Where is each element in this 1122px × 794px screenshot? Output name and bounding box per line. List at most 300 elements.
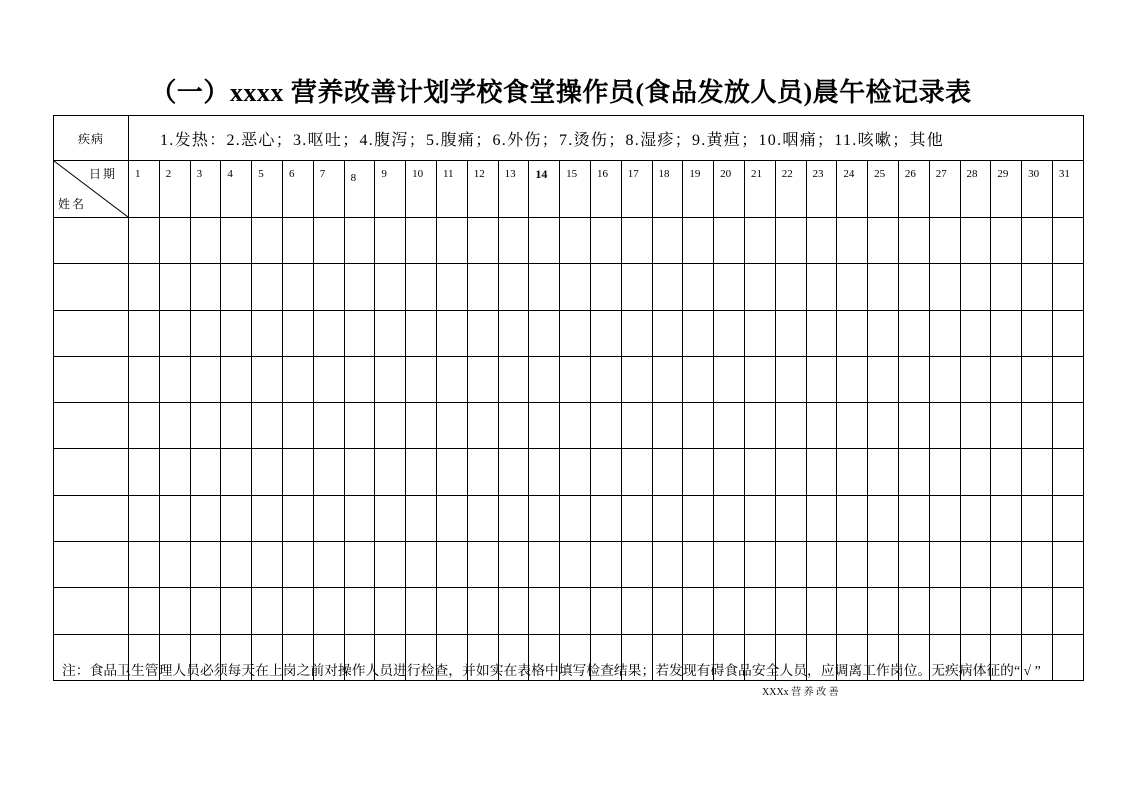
check-cell (282, 588, 313, 634)
check-cell (960, 310, 991, 356)
check-cell (129, 588, 160, 634)
check-cell (929, 264, 960, 310)
check-cell (159, 403, 190, 449)
check-cell (436, 403, 467, 449)
check-cell (344, 264, 375, 310)
check-cell (406, 310, 437, 356)
check-cell (190, 310, 221, 356)
check-cell (252, 403, 283, 449)
check-cell (929, 495, 960, 541)
check-cell (467, 449, 498, 495)
day-header-24: 24 (837, 161, 868, 218)
check-cell (960, 218, 991, 264)
check-cell (436, 356, 467, 402)
check-cell (775, 310, 806, 356)
check-cell (344, 403, 375, 449)
check-cell (991, 403, 1022, 449)
check-cell (929, 588, 960, 634)
check-cell (806, 356, 837, 402)
check-cell (221, 310, 252, 356)
check-cell (683, 542, 714, 588)
check-cell (991, 264, 1022, 310)
corner-header-cell (54, 161, 129, 218)
check-cell (190, 403, 221, 449)
check-cell (929, 542, 960, 588)
name-cell (54, 218, 129, 264)
table-row (54, 264, 1084, 310)
check-cell (837, 495, 868, 541)
check-cell (159, 495, 190, 541)
check-cell (498, 356, 529, 402)
check-cell (252, 449, 283, 495)
check-cell (898, 403, 929, 449)
check-cell (190, 588, 221, 634)
check-cell (775, 542, 806, 588)
check-cell (1022, 588, 1053, 634)
check-cell (929, 356, 960, 402)
check-cell (375, 218, 406, 264)
check-cell (129, 356, 160, 402)
check-cell (868, 310, 899, 356)
day-header-29: 29 (991, 161, 1022, 218)
name-cell (54, 356, 129, 402)
check-cell (252, 264, 283, 310)
table-row (54, 310, 1084, 356)
check-cell (344, 356, 375, 402)
check-cell (1022, 495, 1053, 541)
day-header-5: 5 (252, 161, 283, 218)
check-cell (498, 495, 529, 541)
check-cell (529, 356, 560, 402)
document-title: （一）xxxx 营养改善计划学校食堂操作员(食品发放人员)晨午检记录表 (150, 78, 972, 107)
check-cell (467, 542, 498, 588)
check-cell (714, 588, 745, 634)
check-cell (1022, 356, 1053, 402)
check-cell (929, 310, 960, 356)
check-cell (991, 356, 1022, 402)
check-cell (560, 218, 591, 264)
check-cell (837, 588, 868, 634)
check-cell (129, 310, 160, 356)
check-cell (898, 449, 929, 495)
check-cell (991, 588, 1022, 634)
check-cell (652, 403, 683, 449)
disease-list-cell: 1.发热：2.恶心；3.呕吐；4.腹泻；5.腹痛；6.外伤；7.烫伤；8.湿疹；9.黄疸；10.咽痛；11.咳嗽；其他 (129, 116, 1084, 161)
table-row (54, 588, 1084, 634)
day-header-30: 30 (1022, 161, 1053, 218)
check-cell (129, 495, 160, 541)
check-cell (159, 542, 190, 588)
check-cell (252, 495, 283, 541)
check-cell (560, 588, 591, 634)
check-cell (837, 264, 868, 310)
day-header-31: 31 (1052, 161, 1083, 218)
check-cell (960, 264, 991, 310)
check-cell (529, 449, 560, 495)
day-header-4: 4 (221, 161, 252, 218)
check-cell (714, 264, 745, 310)
check-cell (221, 264, 252, 310)
check-cell (1052, 356, 1083, 402)
check-cell (744, 495, 775, 541)
check-cell (221, 218, 252, 264)
check-cell (898, 542, 929, 588)
name-cell (54, 542, 129, 588)
check-cell (159, 356, 190, 402)
name-cell (54, 310, 129, 356)
day-header-16: 16 (590, 161, 621, 218)
check-cell (868, 356, 899, 402)
check-cell (436, 449, 467, 495)
check-cell (129, 542, 160, 588)
check-cell (744, 310, 775, 356)
check-cell (806, 310, 837, 356)
footer-text: XXXx 营 养 改 善 (762, 687, 839, 698)
check-cell (683, 495, 714, 541)
day-header-20: 20 (714, 161, 745, 218)
day-header-7: 7 (313, 161, 344, 218)
check-cell (806, 588, 837, 634)
check-cell (1022, 264, 1053, 310)
check-cell (960, 588, 991, 634)
check-cell (467, 218, 498, 264)
check-cell (960, 403, 991, 449)
check-cell (436, 495, 467, 541)
check-cell (467, 310, 498, 356)
check-cell (498, 310, 529, 356)
check-cell (744, 449, 775, 495)
check-cell (467, 264, 498, 310)
check-cell (960, 356, 991, 402)
check-cell (714, 356, 745, 402)
check-cell (714, 218, 745, 264)
check-cell (129, 218, 160, 264)
check-cell (375, 356, 406, 402)
check-cell (529, 542, 560, 588)
check-cell (868, 449, 899, 495)
day-header-23: 23 (806, 161, 837, 218)
day-header-12: 12 (467, 161, 498, 218)
check-cell (190, 449, 221, 495)
check-cell (590, 310, 621, 356)
check-cell (159, 449, 190, 495)
check-cell (190, 495, 221, 541)
check-cell (621, 264, 652, 310)
check-cell (621, 449, 652, 495)
check-cell (991, 310, 1022, 356)
check-cell (313, 588, 344, 634)
day-header-28: 28 (960, 161, 991, 218)
check-cell (714, 542, 745, 588)
check-cell (560, 264, 591, 310)
check-cell (313, 264, 344, 310)
check-cell (1022, 403, 1053, 449)
check-cell (252, 218, 283, 264)
check-cell (868, 218, 899, 264)
table-row (54, 356, 1084, 402)
check-cell (221, 403, 252, 449)
check-cell (190, 218, 221, 264)
table-row (54, 403, 1084, 449)
check-cell (560, 356, 591, 402)
check-cell (406, 542, 437, 588)
check-cell (806, 449, 837, 495)
check-cell (806, 495, 837, 541)
check-cell (1022, 542, 1053, 588)
check-cell (590, 403, 621, 449)
footnote: 注：食品卫生管理人员必须每天在上岗之前对操作人员进行检查，并如实在表格中填写检查结果；若发现有碍食品安全人员，应调离工作岗位。无疾病体征的“ √ ” (62, 663, 1041, 678)
check-cell (775, 403, 806, 449)
check-cell (282, 495, 313, 541)
check-cell (467, 403, 498, 449)
check-cell (868, 403, 899, 449)
check-cell (837, 542, 868, 588)
date-header-row (54, 161, 1084, 218)
check-cell (529, 588, 560, 634)
name-cell (54, 495, 129, 541)
check-cell (590, 542, 621, 588)
check-cell (744, 356, 775, 402)
inspection-record-table (53, 115, 1084, 681)
name-cell (54, 264, 129, 310)
check-cell (775, 449, 806, 495)
check-cell (621, 495, 652, 541)
check-cell (190, 264, 221, 310)
check-cell (714, 403, 745, 449)
day-header-15: 15 (560, 161, 591, 218)
check-cell (683, 264, 714, 310)
check-cell (344, 588, 375, 634)
check-cell (1052, 403, 1083, 449)
check-cell (529, 495, 560, 541)
check-cell (621, 310, 652, 356)
check-cell (590, 356, 621, 402)
check-cell (898, 495, 929, 541)
table-row (54, 449, 1084, 495)
check-cell (621, 542, 652, 588)
check-cell (467, 588, 498, 634)
check-cell (837, 356, 868, 402)
check-cell (590, 588, 621, 634)
day-header-1: 1 (129, 161, 160, 218)
check-cell (806, 218, 837, 264)
check-cell (683, 449, 714, 495)
check-cell (775, 218, 806, 264)
check-cell (1052, 310, 1083, 356)
check-cell (1022, 218, 1053, 264)
check-cell (436, 542, 467, 588)
check-cell (406, 264, 437, 310)
check-cell (375, 449, 406, 495)
check-cell (837, 310, 868, 356)
check-cell (744, 588, 775, 634)
check-cell (344, 542, 375, 588)
disease-legend-row (54, 116, 1084, 161)
check-cell (868, 588, 899, 634)
table-row (54, 495, 1084, 541)
check-cell (1052, 495, 1083, 541)
check-cell (714, 495, 745, 541)
check-cell (590, 449, 621, 495)
check-cell (252, 310, 283, 356)
check-cell (991, 218, 1022, 264)
check-cell (406, 218, 437, 264)
check-cell (621, 403, 652, 449)
check-cell (313, 310, 344, 356)
check-cell (652, 356, 683, 402)
check-cell (590, 495, 621, 541)
check-cell (560, 403, 591, 449)
check-cell (652, 542, 683, 588)
check-cell (498, 264, 529, 310)
check-cell (375, 588, 406, 634)
check-cell (190, 356, 221, 402)
check-cell (806, 264, 837, 310)
check-cell (960, 495, 991, 541)
check-cell (436, 588, 467, 634)
check-cell (621, 588, 652, 634)
check-cell (714, 310, 745, 356)
check-cell (282, 218, 313, 264)
day-header-10: 10 (406, 161, 437, 218)
check-cell (375, 264, 406, 310)
date-label: 日期 (88, 167, 117, 181)
check-cell (129, 264, 160, 310)
day-header-18: 18 (652, 161, 683, 218)
check-cell (375, 403, 406, 449)
check-cell (1052, 218, 1083, 264)
check-cell (498, 403, 529, 449)
check-cell (683, 403, 714, 449)
day-header-2: 2 (159, 161, 190, 218)
table-row (54, 542, 1084, 588)
check-cell (313, 218, 344, 264)
check-cell (991, 449, 1022, 495)
check-cell (129, 449, 160, 495)
check-cell (282, 449, 313, 495)
check-cell (1052, 264, 1083, 310)
disease-label-cell: 疾病 (54, 116, 129, 161)
check-cell (652, 310, 683, 356)
check-cell (652, 449, 683, 495)
day-header-27: 27 (929, 161, 960, 218)
check-cell (313, 449, 344, 495)
day-header-22: 22 (775, 161, 806, 218)
check-cell (498, 449, 529, 495)
check-cell (683, 218, 714, 264)
check-cell (714, 449, 745, 495)
check-cell (529, 264, 560, 310)
check-cell (960, 542, 991, 588)
check-cell (744, 264, 775, 310)
check-cell (159, 264, 190, 310)
check-cell (344, 495, 375, 541)
check-cell (898, 264, 929, 310)
check-cell (590, 218, 621, 264)
check-cell (560, 495, 591, 541)
check-cell (282, 356, 313, 402)
check-cell (498, 218, 529, 264)
check-cell (313, 403, 344, 449)
check-cell (744, 542, 775, 588)
check-cell (252, 588, 283, 634)
check-cell (1022, 449, 1053, 495)
check-cell (406, 588, 437, 634)
check-cell (898, 356, 929, 402)
table-row (54, 218, 1084, 264)
check-cell (1022, 310, 1053, 356)
name-cell (54, 588, 129, 634)
check-cell (775, 588, 806, 634)
day-header-25: 25 (868, 161, 899, 218)
check-cell (282, 264, 313, 310)
check-cell (498, 588, 529, 634)
check-cell (898, 588, 929, 634)
check-cell (560, 542, 591, 588)
check-cell (868, 264, 899, 310)
check-cell (406, 495, 437, 541)
check-cell (529, 218, 560, 264)
check-cell (344, 218, 375, 264)
check-cell (960, 449, 991, 495)
check-cell (868, 542, 899, 588)
check-cell (282, 310, 313, 356)
check-cell (221, 356, 252, 402)
check-cell (467, 356, 498, 402)
check-cell (406, 356, 437, 402)
day-header-26: 26 (898, 161, 929, 218)
check-cell (744, 218, 775, 264)
check-cell (590, 264, 621, 310)
check-cell (313, 542, 344, 588)
check-cell (252, 356, 283, 402)
day-header-21: 21 (744, 161, 775, 218)
check-cell (221, 588, 252, 634)
check-cell (929, 403, 960, 449)
day-header-8: 8 (344, 161, 375, 218)
check-cell (744, 403, 775, 449)
check-cell (1052, 588, 1083, 634)
check-cell (159, 310, 190, 356)
check-cell (621, 356, 652, 402)
day-header-3: 3 (190, 161, 221, 218)
check-cell (1052, 542, 1083, 588)
name-cell (54, 403, 129, 449)
check-cell (529, 403, 560, 449)
day-header-17: 17 (621, 161, 652, 218)
check-cell (929, 449, 960, 495)
check-cell (652, 264, 683, 310)
check-cell (344, 310, 375, 356)
check-cell (313, 356, 344, 402)
check-cell (159, 588, 190, 634)
check-cell (221, 449, 252, 495)
day-header-13: 13 (498, 161, 529, 218)
check-cell (683, 356, 714, 402)
check-cell (375, 495, 406, 541)
check-cell (436, 218, 467, 264)
check-cell (436, 310, 467, 356)
check-cell (837, 218, 868, 264)
check-cell (991, 542, 1022, 588)
day-header-6: 6 (282, 161, 313, 218)
day-header-19: 19 (683, 161, 714, 218)
check-cell (775, 495, 806, 541)
check-cell (837, 449, 868, 495)
check-cell (806, 542, 837, 588)
check-cell (683, 588, 714, 634)
check-cell (868, 495, 899, 541)
